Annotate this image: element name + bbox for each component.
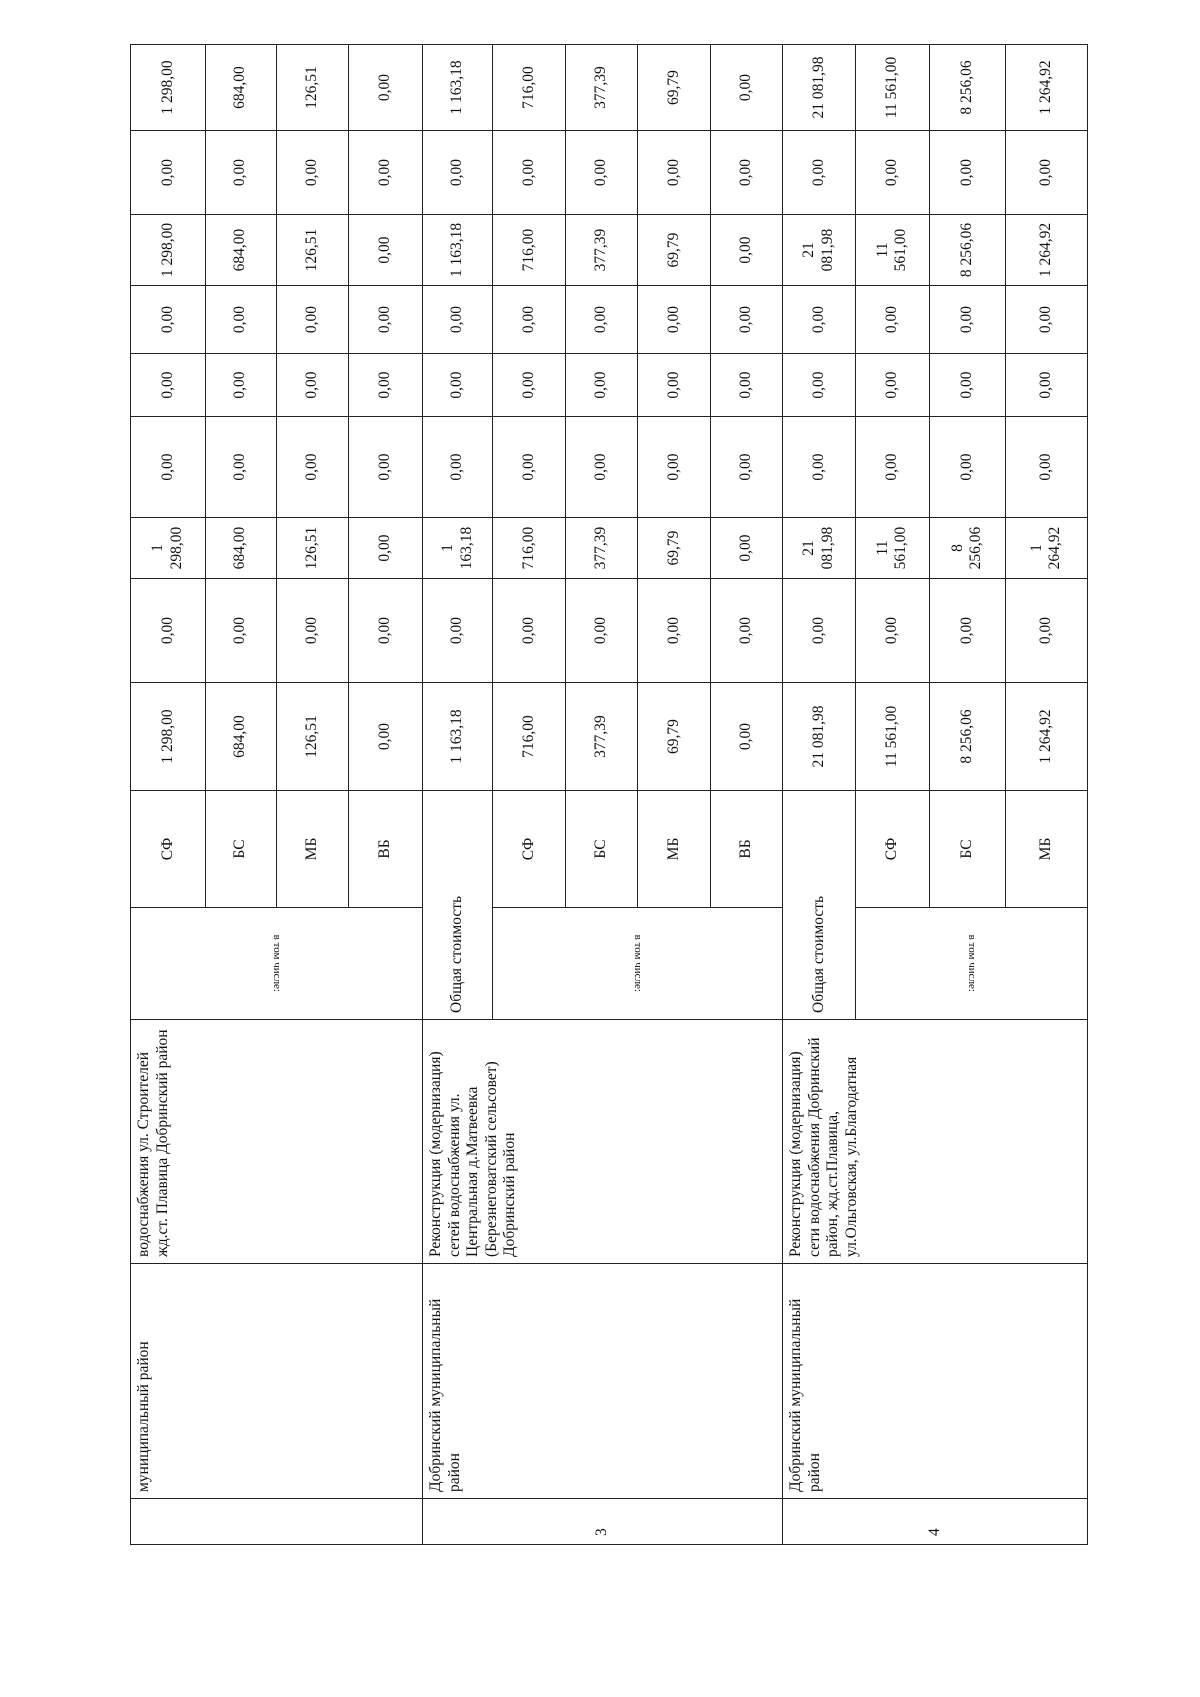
funding-code-cell: МБ [638,791,710,908]
value-cell: 0,00 [349,579,423,683]
object-cell: водоснабжения ул. Строителей жд.ст. Плавица Добринский район [131,1020,423,1264]
subgroup-label: в том числе: [271,934,284,993]
value-cell: 0,00 [565,131,637,215]
value-cell: 0,00 [1005,286,1087,354]
value-cell: 0,00 [710,131,782,215]
value-cell: 69,79 [638,518,710,579]
value-cell: 0,00 [422,417,492,518]
value-cell: 0,00 [493,354,565,417]
value-cell: 0,00 [349,286,423,354]
value-cell: 1 298,00 [131,683,206,791]
value-cell: 0,00 [930,286,1006,354]
value-cell: 1 163,18 [422,683,492,791]
value-cell: 0,00 [349,131,423,215]
value-cell: 684,00 [205,518,276,579]
value-cell: 377,39 [565,215,637,286]
value-cell: 69,79 [638,215,710,286]
value-cell: 0,00 [638,579,710,683]
subgroup-label-cell [493,908,783,1020]
value-cell: 11 561,00 [855,215,930,286]
value-cell: 684,00 [205,683,276,791]
value-cell: 126,51 [276,215,348,286]
funding-code-cell: ВБ [349,791,423,908]
value-cell: 0,00 [783,131,855,215]
value-cell: 8 256,06 [930,683,1006,791]
value-cell: 0,00 [493,417,565,518]
value-cell: 684,00 [205,45,276,131]
value-cell: 0,00 [349,354,423,417]
value-cell: 1 264,92 [1005,518,1087,579]
value-cell: 0,00 [131,417,206,518]
value-cell: 0,00 [493,579,565,683]
value-cell: 684,00 [205,215,276,286]
value-cell: 0,00 [783,417,855,518]
value-cell: 21 081,98 [783,683,855,791]
value-cell: 11 561,00 [855,518,930,579]
value-cell: 0,00 [855,286,930,354]
funding-code-cell: БС [930,791,1006,908]
value-cell: 0,00 [131,286,206,354]
value-cell: 8 256,06 [930,518,1006,579]
value-cell: 0,00 [855,579,930,683]
value-cell: 0,00 [710,45,782,131]
value-cell: 0,00 [710,518,782,579]
value-cell: 0,00 [276,131,348,215]
value-cell: 126,51 [276,518,348,579]
value-cell: 0,00 [930,579,1006,683]
value-cell: 0,00 [131,131,206,215]
value-cell: 716,00 [493,215,565,286]
cost-table [130,44,1088,1545]
row-index-cell: 3 [422,1499,782,1545]
value-cell: 0,00 [930,354,1006,417]
value-cell: 0,00 [349,683,423,791]
value-cell: 0,00 [565,579,637,683]
value-cell: 1 264,92 [1005,683,1087,791]
value-cell: 716,00 [493,683,565,791]
value-cell: 1 163,18 [422,215,492,286]
value-cell: 0,00 [710,286,782,354]
value-cell: 0,00 [565,417,637,518]
value-cell: 0,00 [276,354,348,417]
row-index-cell: 4 [783,1499,1088,1545]
value-cell: 0,00 [131,579,206,683]
value-cell: 0,00 [930,417,1006,518]
rotated-table-sheet [130,56,1088,1545]
value-cell: 0,00 [131,354,206,417]
value-cell: 0,00 [783,354,855,417]
value-cell: 0,00 [205,131,276,215]
value-cell: 0,00 [276,417,348,518]
value-cell: 1 298,00 [131,518,206,579]
funding-code-cell: МБ [1005,791,1087,908]
value-cell: 0,00 [1005,417,1087,518]
funding-code-cell: БС [205,791,276,908]
value-cell: 0,00 [930,131,1006,215]
value-cell: 1 298,00 [131,45,206,131]
value-cell: 126,51 [276,683,348,791]
subgroup-label: в том числе: [632,934,645,993]
subgroup-label-cell [131,908,423,1020]
total-cost-label: Общая стоимость [422,791,492,1020]
funding-code-cell: МБ [276,791,348,908]
object-cell: Реконструкция (модернизация) сетей водоснабжения ул. Центральная д.Матвеевка (Березнеговатский сельсовет) Добринский район [422,1020,782,1264]
value-cell: 0,00 [565,286,637,354]
funding-code-cell: СФ [493,791,565,908]
value-cell: 69,79 [638,683,710,791]
object-cell: Реконструкция (модернизация) сети водоснабжения Добринский район, жд.ст.Плавица, ул.Ольговская, ул.Благодатная [783,1020,1088,1264]
value-cell: 0,00 [565,354,637,417]
subgroup-label-cell [855,908,1087,1020]
value-cell: 0,00 [855,131,930,215]
table-row [422,45,492,1545]
value-cell: 21 081,98 [783,45,855,131]
value-cell: 0,00 [493,131,565,215]
value-cell: 8 256,06 [930,215,1006,286]
value-cell: 0,00 [276,579,348,683]
table-row [783,45,855,1545]
subgroup-label: в том числе: [965,934,978,993]
value-cell: 0,00 [783,579,855,683]
value-cell: 0,00 [349,45,423,131]
value-cell: 377,39 [565,518,637,579]
value-cell: 0,00 [855,354,930,417]
value-cell: 0,00 [710,579,782,683]
district-cell: Добринский муниципальный район [422,1264,782,1499]
value-cell: 0,00 [638,131,710,215]
value-cell: 0,00 [710,683,782,791]
value-cell: 0,00 [638,417,710,518]
value-cell: 1 163,18 [422,45,492,131]
value-cell: 69,79 [638,45,710,131]
value-cell: 1 298,00 [131,215,206,286]
value-cell: 0,00 [205,417,276,518]
value-cell: 0,00 [205,354,276,417]
value-cell: 21 081,98 [783,215,855,286]
value-cell: 716,00 [493,45,565,131]
value-cell: 1 264,92 [1005,45,1087,131]
value-cell: 0,00 [422,354,492,417]
value-cell: 0,00 [783,286,855,354]
total-cost-label: Общая стоимость [783,791,855,1020]
value-cell: 0,00 [349,518,423,579]
table-row [131,45,206,1545]
value-cell: 0,00 [422,286,492,354]
value-cell: 0,00 [205,579,276,683]
value-cell: 11 561,00 [855,683,930,791]
district-cell: муниципальный район [131,1264,423,1499]
funding-code-cell: ВБ [710,791,782,908]
value-cell: 0,00 [710,417,782,518]
value-cell: 0,00 [710,354,782,417]
value-cell: 0,00 [205,286,276,354]
value-cell: 0,00 [638,354,710,417]
value-cell: 0,00 [638,286,710,354]
value-cell: 8 256,06 [930,45,1006,131]
value-cell: 0,00 [1005,354,1087,417]
value-cell: 0,00 [1005,131,1087,215]
value-cell: 0,00 [422,579,492,683]
funding-code-cell: СФ [131,791,206,908]
value-cell: 0,00 [422,131,492,215]
value-cell: 0,00 [349,417,423,518]
value-cell: 126,51 [276,45,348,131]
value-cell: 716,00 [493,518,565,579]
value-cell: 1 264,92 [1005,215,1087,286]
value-cell: 1 163,18 [422,518,492,579]
value-cell: 377,39 [565,45,637,131]
value-cell: 0,00 [493,286,565,354]
value-cell: 0,00 [710,215,782,286]
value-cell: 377,39 [565,683,637,791]
value-cell: 0,00 [276,286,348,354]
district-cell: Добринский муниципальный район [783,1264,1088,1499]
value-cell: 11 561,00 [855,45,930,131]
value-cell: 21 081,98 [783,518,855,579]
funding-code-cell: СФ [855,791,930,908]
funding-code-cell: БС [565,791,637,908]
row-index-cell [131,1499,423,1545]
value-cell: 0,00 [855,417,930,518]
value-cell: 0,00 [1005,579,1087,683]
value-cell: 0,00 [349,215,423,286]
